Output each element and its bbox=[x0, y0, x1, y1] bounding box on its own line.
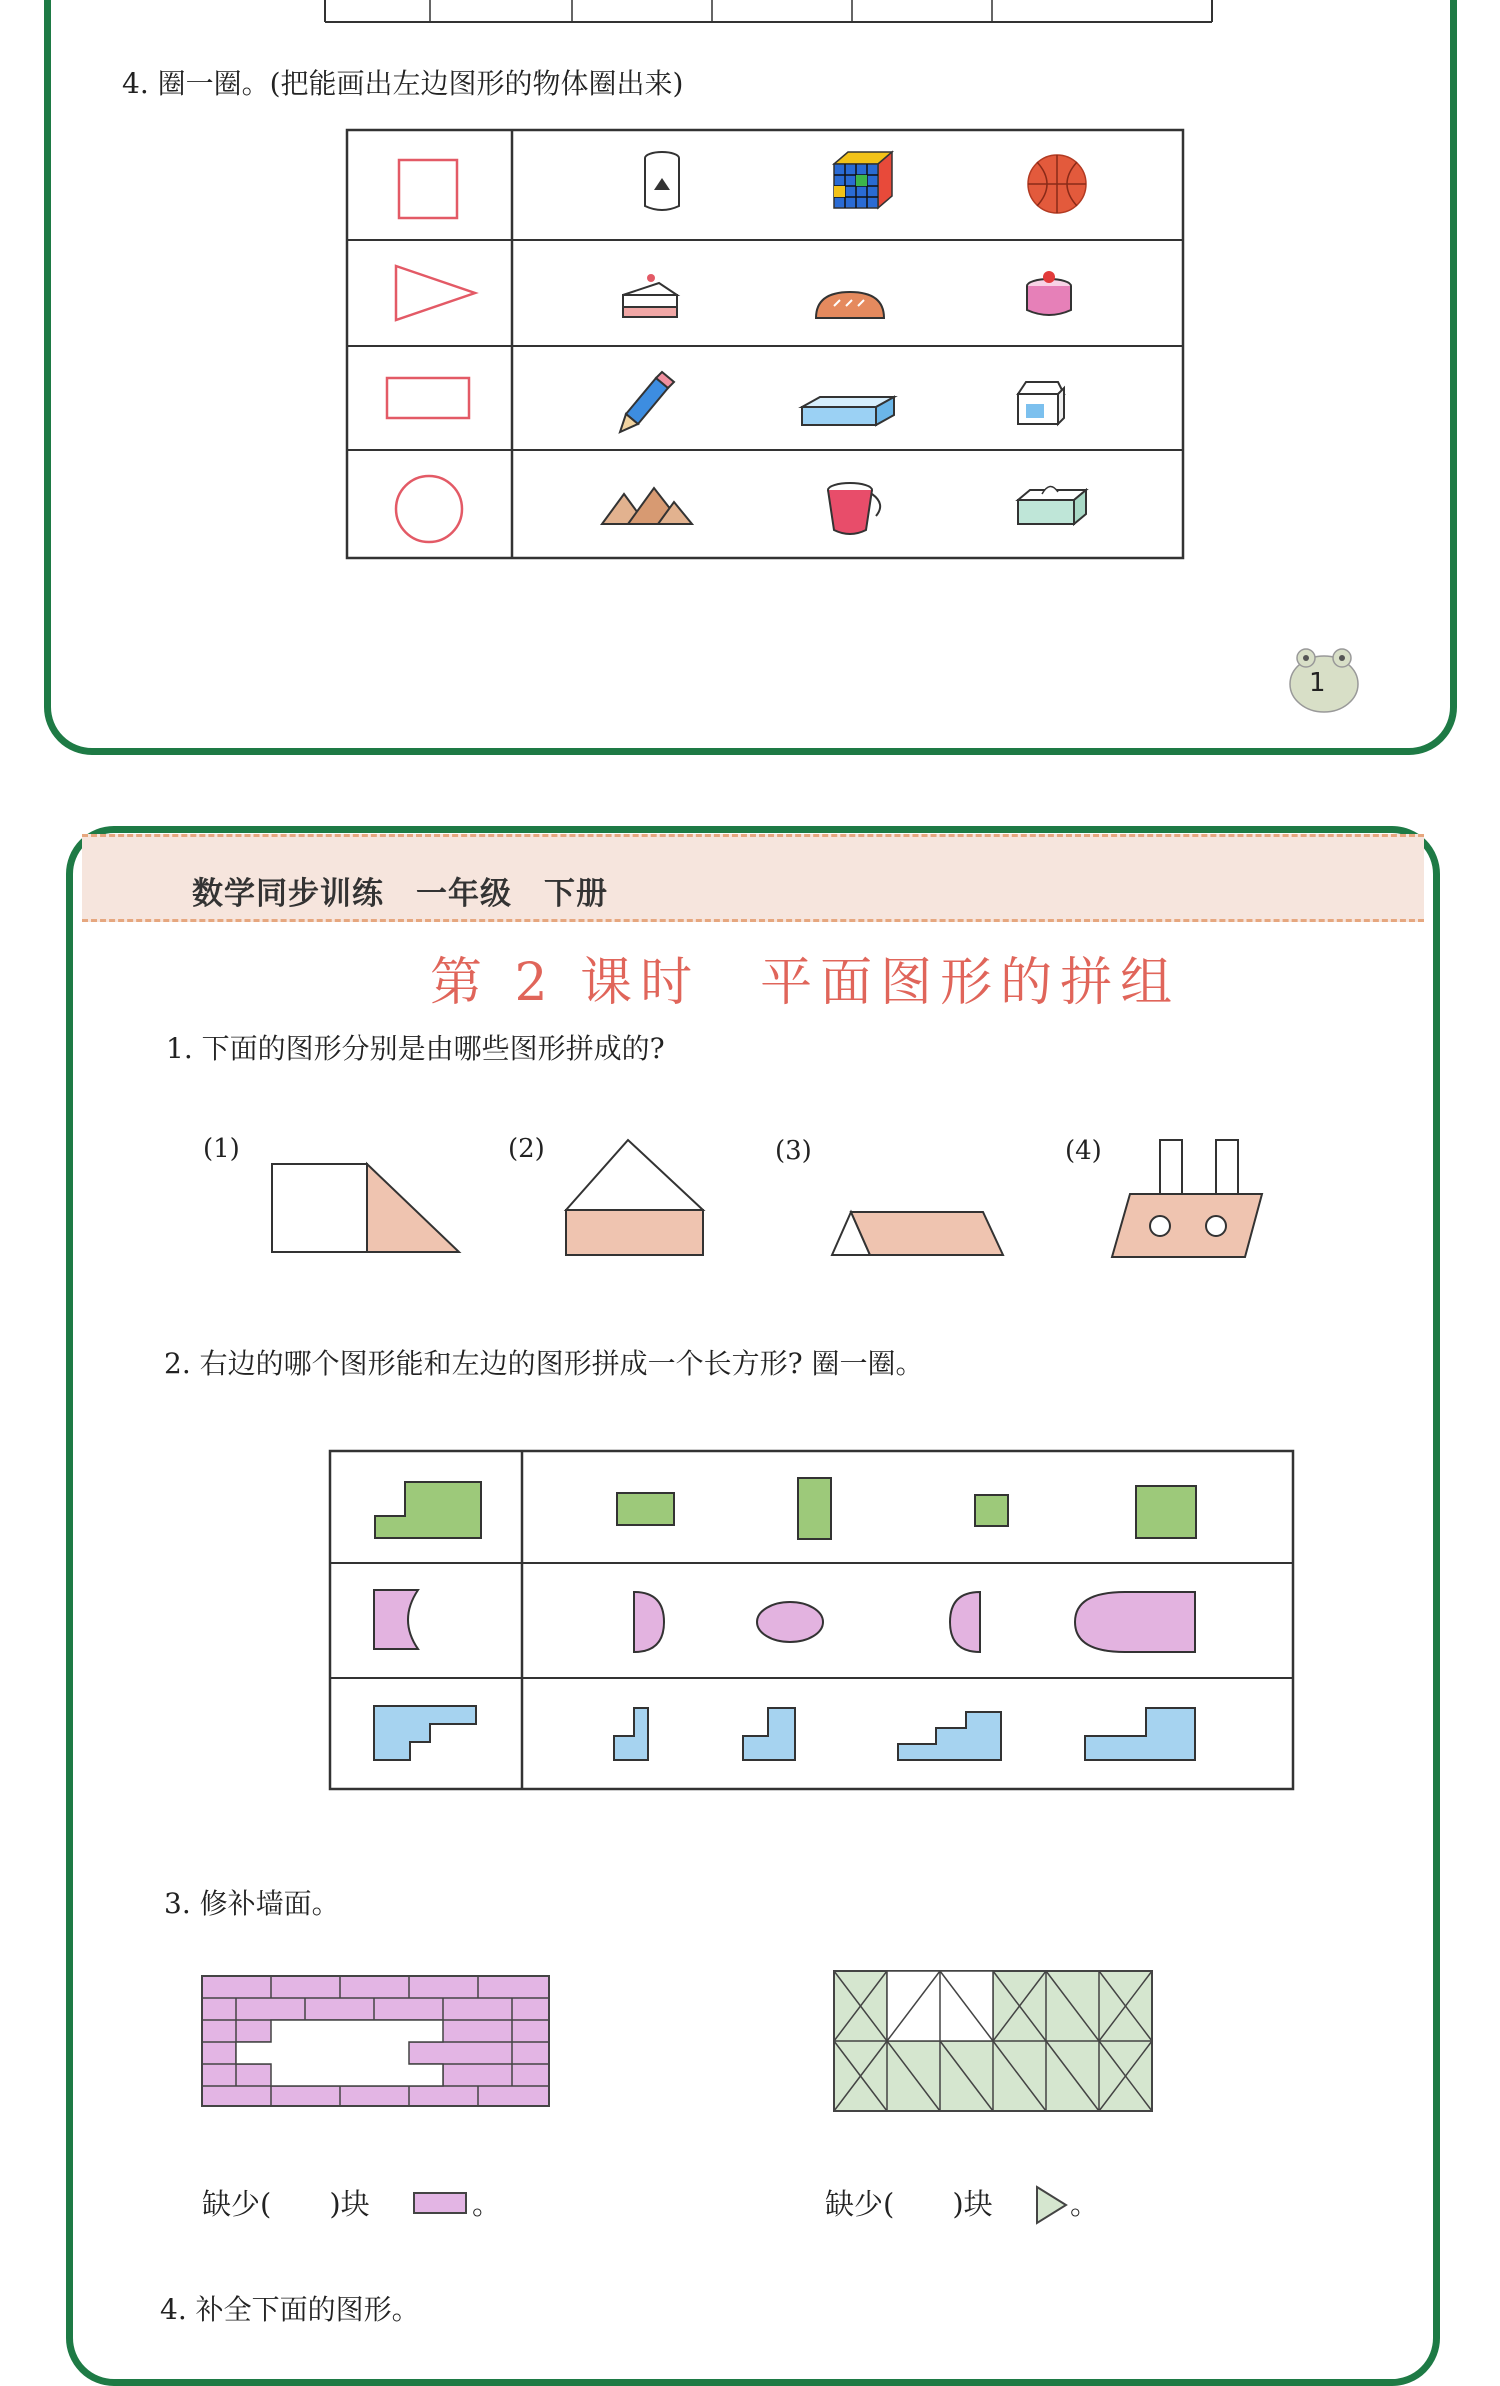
q3-answer-left: 缺少( )块 bbox=[202, 2187, 370, 2221]
page2-q2-text: 2. 右边的哪个图形能和左边的图形拼成一个长方形? 圈一圈。 bbox=[164, 1347, 924, 1380]
q3-answer-right: 缺少( )块 bbox=[825, 2187, 993, 2221]
q3-period-left: 。 bbox=[472, 2187, 502, 2221]
q1-label-3: (3) bbox=[775, 1136, 812, 1166]
page2-q4-text: 4. 补全下面的图形。 bbox=[160, 2293, 420, 2326]
lesson-title: 第 2 课时 平面图形的拼组 bbox=[430, 953, 1181, 1013]
page1-q4-text: 4. 圈一圈。(把能画出左边图形的物体圈出来) bbox=[122, 67, 684, 100]
page2-q1-text: 1. 下面的图形分别是由哪些图形拼成的? bbox=[166, 1032, 665, 1065]
q1-label-4: (4) bbox=[1065, 1136, 1102, 1166]
q1-label-1: (1) bbox=[203, 1134, 240, 1164]
q1-label-2: (2) bbox=[508, 1134, 545, 1164]
q3-period-right: 。 bbox=[1070, 2187, 1100, 2221]
page2-q3-text: 3. 修补墙面。 bbox=[164, 1887, 340, 1920]
page-number: 1 bbox=[1309, 668, 1326, 698]
triangle-piece-icon bbox=[1034, 2184, 1074, 2228]
brick-icon bbox=[412, 2189, 472, 2219]
book-header: 数学同步训练 一年级 下册 bbox=[192, 876, 608, 912]
